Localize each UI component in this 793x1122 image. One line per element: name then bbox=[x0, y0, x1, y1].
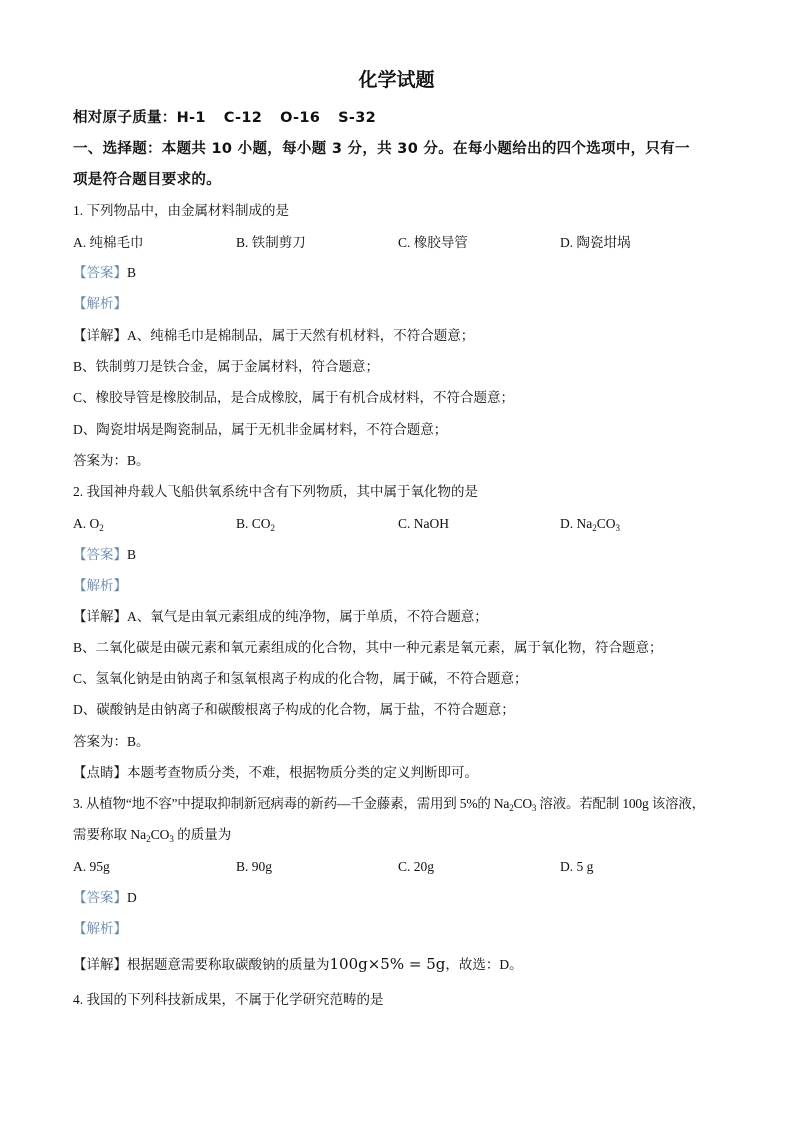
mass-h: H-1 bbox=[176, 110, 206, 126]
detail-tag: 【详解】 bbox=[73, 609, 127, 624]
q1-detail-d: D、陶瓷坩埚是陶瓷制品，属于无机非金属材料，不符合题意； bbox=[73, 422, 448, 437]
section-heading-line1: 一、选择题：本题共 10 小题，每小题 3 分，共 30 分。在每小题给出的四个选项中，只有一 bbox=[73, 141, 690, 157]
option-text: NaOH bbox=[413, 516, 450, 531]
mass-c: C-12 bbox=[223, 110, 263, 126]
option-letter: C. bbox=[398, 235, 411, 250]
option-text: 5 g bbox=[576, 859, 594, 874]
option-letter: C. bbox=[398, 516, 411, 531]
option-letter: A. bbox=[73, 516, 87, 531]
question-text: 下列物品中，由金属材料制成的是 bbox=[86, 203, 289, 218]
option-text: 陶瓷坩埚 bbox=[576, 235, 631, 250]
q3-option-c bbox=[398, 858, 434, 876]
subscript: 3 bbox=[169, 834, 174, 844]
question-4-stem bbox=[73, 991, 384, 1009]
detail-tag: 【详解】 bbox=[73, 957, 127, 972]
q1-analysis-tag: 【解析】 bbox=[73, 296, 127, 311]
q2-answer bbox=[73, 546, 136, 564]
subscript: 2 bbox=[509, 803, 514, 813]
question-text: 从植物“地不容”中提取抑制新冠病毒的新药—千金藤素，需用到 5%的 Na bbox=[85, 796, 510, 811]
q1-detail-b: B、铁制剪刀是铁合金，属于金属材料，符合题意； bbox=[73, 359, 380, 374]
mass-o: O-16 bbox=[280, 110, 321, 126]
option-letter: B. bbox=[236, 235, 249, 250]
option-letter: D. bbox=[560, 516, 574, 531]
option-text: 纯棉毛巾 bbox=[89, 235, 144, 250]
question-3-stem-line2 bbox=[73, 826, 231, 844]
subscript: 3 bbox=[531, 803, 537, 813]
option-letter: A. bbox=[73, 235, 87, 250]
question-text: CO bbox=[513, 796, 532, 811]
q1-detail-a bbox=[73, 327, 474, 345]
comment-tag: 【点睛】 bbox=[73, 765, 127, 780]
q2-option-a bbox=[73, 515, 104, 533]
option-text: CO bbox=[251, 516, 271, 531]
question-text: CO bbox=[150, 827, 170, 842]
option-letter: D. bbox=[560, 235, 574, 250]
question-number: 1. bbox=[73, 203, 84, 218]
q1-detail-c: C、橡胶导管是橡胶制品，是合成橡胶，属于有机合成材料，不符合题意； bbox=[73, 390, 515, 405]
option-text: 铁制剪刀 bbox=[251, 235, 306, 250]
answer-tag: 【答案】 bbox=[73, 547, 127, 562]
answer-value: B bbox=[127, 265, 137, 280]
option-text: Na bbox=[576, 516, 593, 531]
option-text: 90g bbox=[251, 859, 273, 874]
answer-value: B bbox=[127, 547, 137, 562]
option-letter: A. bbox=[73, 859, 87, 874]
q2-comment bbox=[73, 764, 478, 782]
answer-tag: 【答案】 bbox=[73, 890, 127, 905]
q3-option-a bbox=[73, 858, 110, 876]
q2-detail-c: C、氢氧化钠是由钠离子和氢氧根离子构成的化合物，属于碱，不符合题意； bbox=[73, 671, 528, 686]
q3-detail bbox=[73, 955, 523, 974]
page-title: 化学试题 bbox=[358, 69, 435, 91]
answer-value: D bbox=[127, 890, 137, 905]
option-text: 20g bbox=[413, 859, 435, 874]
q1-conclusion: 答案为：B。 bbox=[73, 453, 150, 468]
atomic-masses-label: 相对原子质量： bbox=[73, 110, 177, 126]
q2-detail-d: D、碳酸钠是由钠离子和碳酸根离子构成的化合物，属于盐，不符合题意； bbox=[73, 702, 515, 717]
q2-detail-a bbox=[73, 608, 488, 626]
q2-option-c bbox=[398, 515, 449, 533]
subscript: 3 bbox=[615, 523, 621, 533]
question-number: 4. bbox=[73, 992, 84, 1007]
question-number: 3. bbox=[73, 796, 83, 811]
option-letter: C. bbox=[398, 859, 411, 874]
section-heading-line2: 项是符合题目要求的。 bbox=[73, 172, 221, 188]
question-2-stem bbox=[73, 483, 478, 501]
subscript: 2 bbox=[146, 834, 151, 844]
q3-analysis-tag: 【解析】 bbox=[73, 921, 127, 936]
q1-option-c bbox=[398, 234, 468, 252]
q2-option-b bbox=[236, 515, 275, 533]
q2-conclusion: 答案为：B。 bbox=[73, 734, 150, 749]
q1-answer bbox=[73, 264, 136, 282]
subscript: 2 bbox=[99, 523, 104, 533]
question-3-stem-line1 bbox=[73, 795, 705, 813]
q2-detail-b: B、二氧化碳是由碳元素和氧元素组成的化合物，其中一种元素是氧元素，属于氧化物，符合题意； bbox=[73, 640, 663, 655]
detail-text: 根据题意需要称取碳酸钠的质量为 bbox=[127, 957, 330, 972]
detail-formula: 100g×5% = 5g bbox=[329, 955, 446, 973]
q1-option-b bbox=[236, 234, 306, 252]
detail-text: ，故选：D。 bbox=[445, 957, 523, 972]
q2-option-d bbox=[560, 515, 620, 533]
subscript: 2 bbox=[270, 523, 276, 533]
q1-option-a bbox=[73, 234, 144, 252]
detail-text: A、氧气是由氧元素组成的纯净物，属于单质，不符合题意； bbox=[127, 609, 488, 624]
question-text: 我国的下列科技新成果，不属于化学研究范畴的是 bbox=[86, 992, 384, 1007]
atomic-masses bbox=[73, 109, 376, 127]
option-letter: B. bbox=[236, 516, 249, 531]
q3-option-d bbox=[560, 858, 593, 876]
mass-s: S-32 bbox=[338, 110, 376, 126]
question-text: 需要称取 Na bbox=[73, 827, 147, 842]
option-letter: D. bbox=[560, 859, 574, 874]
q3-answer bbox=[73, 889, 137, 907]
question-number: 2. bbox=[73, 484, 84, 499]
question-text: 溶液。若配制 100g 该溶液， bbox=[536, 796, 705, 811]
option-text-tail: CO bbox=[596, 516, 616, 531]
option-text: 橡胶导管 bbox=[413, 235, 468, 250]
answer-tag: 【答案】 bbox=[73, 265, 127, 280]
question-text: 的质量为 bbox=[173, 827, 232, 842]
question-1-stem bbox=[73, 202, 289, 220]
q2-analysis-tag: 【解析】 bbox=[73, 578, 127, 593]
comment-text: 本题考查物质分类，不难，根据物质分类的定义判断即可。 bbox=[127, 765, 478, 780]
detail-tag: 【详解】 bbox=[73, 328, 127, 343]
question-text: 我国神舟载人飞船供氧系统中含有下列物质，其中属于氧化物的是 bbox=[86, 484, 478, 499]
subscript: 2 bbox=[592, 523, 597, 533]
option-letter: B. bbox=[236, 859, 249, 874]
option-text: 95g bbox=[89, 859, 110, 874]
q3-option-b bbox=[236, 858, 272, 876]
q1-option-d bbox=[560, 234, 631, 252]
option-text: O bbox=[89, 516, 100, 531]
detail-text: A、纯棉毛巾是棉制品，属于天然有机材料，不符合题意； bbox=[127, 328, 475, 343]
